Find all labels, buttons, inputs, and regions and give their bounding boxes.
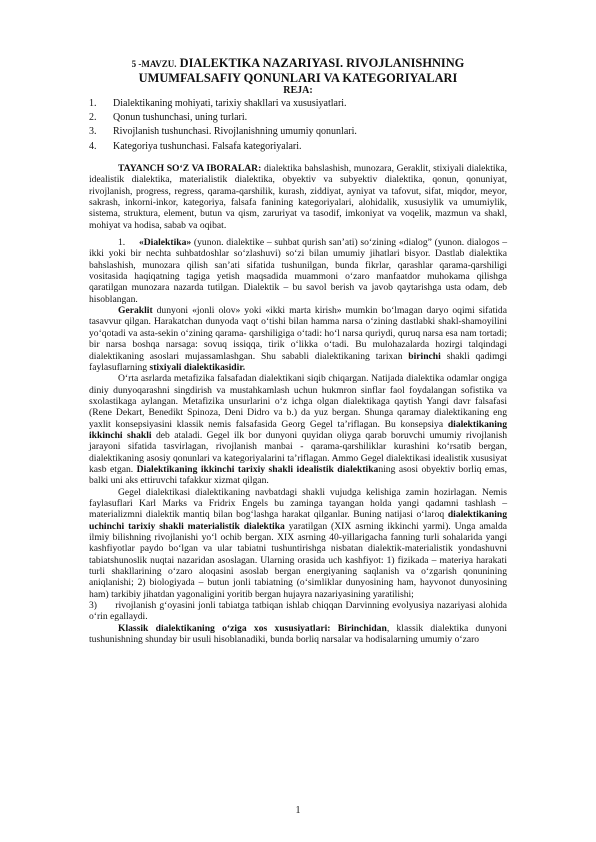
plan-item-number: 1. <box>89 98 97 109</box>
paragraph-number: 1. <box>118 237 126 249</box>
paragraph-5 <box>89 600 507 623</box>
paragraph-4-text: Gegel dialektikasi dialektikaning navbatdagi shakli vujudga kelishiga zamin hozirlagan. Nemis faylasuflari Karl Marks va Fridrix Engels bu zaminga tayangan holda yangi qadamni tashlash – materializmni dialektik mantiq bilan bog‘lashga harakat qilganlar. Buning natijasi o‘laroq <box>89 486 507 521</box>
term-dialektika: «Dialektika» <box>138 237 192 249</box>
plan-item-number: 2. <box>89 112 97 124</box>
term-geraklit: Geraklit <box>118 305 153 317</box>
bold-birinchi: birinchi <box>408 350 441 362</box>
plan-item-number: 4. <box>89 140 97 152</box>
bold-idealistik-dialektika: Dialektikaning ikkinchi tarixiy shakli idealistik dialektika <box>136 463 379 475</box>
paragraph-6-text: , klassik dialektika dunyoni tushunishning shunday bir usuli hisoblanadiki, bunda borliq narsalar va hodisalarning umumiy o‘zaro <box>89 622 507 646</box>
page-title <box>70 57 526 85</box>
bold-materialistik-dialektika: dialektikaning uchinchi tarixiy shakli materialistik dialektika <box>89 509 507 532</box>
plan-item-text: Kategoriya tushunchasi. Falsafa kategoriyalari. <box>113 140 302 152</box>
page-number: 1 <box>295 805 301 816</box>
body-text <box>89 163 507 645</box>
paragraph-3-text-2: deb ataladi. Gegel ilk bor dunyoni quyidan oliyga qarab boruvchi umumiy rivojlanish jarayoni sifatida tasvirlagan, rivojlanish manbai - qarama-qarshiliklar kurashini ko‘rsatib bergan, dialektikaning asosiy qonunlari va kategoriyalarini ta’riflagan. Ammo Gegel dialektikasi idealistik xususiyat kasb etgan. <box>89 429 508 475</box>
paragraph-number: 3) <box>89 600 97 612</box>
title-line-1: DIALEKTIKA NAZARIYASI. RIVOJLANISHNING <box>179 56 465 70</box>
plan-item-number: 3. <box>89 126 97 138</box>
bold-klassik-dialektika: Klassik dialektikaning o‘ziga xos xususiyatlari: Birinchidan <box>118 622 387 634</box>
title-line-2: UMUMFALSAFIY QONUNLARI VA KATEGORIYALARI <box>138 70 458 85</box>
paragraph-4-text-2: yaratilgan (XIX asrning ikkinchi yarmi). Unga amalda ilmiy bilishning rivojlanishi yo‘l ochib bergan. XIX asrning 40-yillarigacha fanning turli sohalarida yangi kashfiyotlar paydo bo‘lgan va ular tabiatni tushuntirishga nisbatan dialektik-materialistik yondashuvni tabiatshunoslik nuqtai nazaridan asoslagan. Ularning orasida uch kashfiyot: 1) fizikada – materiya harakati turli shakllarining o‘zaro aloqasini asoslab bergan energiyaning saqlanish va o‘zgarish qonunining aniqlanishi; 2) biologiyada – butun jonli tabiatning (o‘simliklar dunyosining ham, hayvonot dunyosining ham) tarkibiy jihatdan yagonaligini yoritib bergan hujayra nazariyasining yaratilishi; <box>89 520 507 600</box>
paragraph-3 <box>89 373 507 486</box>
plan-item <box>89 111 509 125</box>
paragraph-2-text: dunyoni «jonli olov» yoki «ikki marta kirish» mumkin bo‘lmagan daryo oqimi sifatida tasavvur qilgan. Harakatchan dunyoda vaqt o‘tishi bilan hamma narsa o‘zining dastlabki shakl-shamoyilini yo‘qotadi va asta-sekin o‘zining qarama- qarshiligiga o‘tadi: ho‘l narsa quriydi, quruq narsa esa nam tortadi; bir narsa boshqa narsaga: sovuq issiqqa, tirik o‘likka o‘tadi. Bu mulohazalarda hozirgi talqindagi dialektikaning asoslari mujassamlashgan. Shu sababli dialektikaning tarixan <box>89 305 507 362</box>
paragraph-2-text-2: shakli qadimgi faylasuflarning <box>89 350 507 373</box>
plan-item-text: Rivojlanish tushunchasi. Rivojlanishning umumiy qonunlari. <box>113 126 357 138</box>
title-prefix: 5 -MAVZU. <box>131 59 177 69</box>
plan-heading: REJA: <box>283 85 313 96</box>
plan-item-text: Qonun tushunchasi, uning turlari. <box>113 112 248 124</box>
paragraph-6 <box>89 623 507 646</box>
keywords-text: dialektika bahslashish, munozara, Geraklit, stixiyali dialektika, idealistik dialektika, materialistik dialektika, obyektiv va subyektiv dialektika, qonun, qonuniyat, rivojlanish, progress, regress, qarama-qarshilik, kurash, ziddiyat, ayniyat va tafovut, sifat, miqdor, meyor, sakrash, inkorni-inkor, kategoriya, falsafa fanining kategoriyalari, alohidalik, xususiylik va umumiylik, sistema, struktura, element, butun va qism, zaruriyat va tasodif, imkoniyat va voqelik, mazmun va shakl, mohiyat va hodisa, sabab va oqibat. <box>89 163 508 231</box>
bold-stixiyali-dialektika: stixiyali dialektikasidir. <box>149 361 246 373</box>
paragraph-3-text: O‘rta asrlarda metafizika falsafadan dialektikani siqib chiqargan. Natijada dialektika odamlar ongiga diniy dunyoqarashni singdirish va mustahkamlash uchun hukmron sinflar faol foydalangan sofistika va sxolastikaga aylangan. Metafizika unsurlarini o‘z ichga olgan dialektikaga qaytish Yangi davr falsafasi (Rene Dekart, Benedikt Spinoza, Deni Didro va b.) da yuz bergan. Shunga qaramay dialektikaning eng yaxlit konsepsiyasini klassik nemis falsafasida Georg Gegel ta’riflagan. Bu konsepsiya <box>89 373 507 430</box>
paragraph-1 <box>89 237 507 305</box>
paragraph-2 <box>89 305 507 373</box>
paragraph-5-text: rivojlanish g‘oyasini jonli tabiatga tatbiqan ishlab chiqqan Darvinning evolyusiya nazariyasi alohida o‘rin egallaydi. <box>89 600 507 623</box>
paragraph-1-text: (yunon. dialektike – suhbat qurish san’ati) so‘zining «dialog” (yunon. dialogos – ikki yoki bir nechta suhbatdoshlar so‘zlashuvi) so‘zi bilan umumiy jihatlari bisyor. Dastlab dialektika bahslashish, munozara qilish san’ati sifatida tushunilgan, bunda fikrlar, qarashlar qarama-qarshiligi vositasida haqiqatning tagiga yetish maqsadida muammoni o‘zaro manfaatdor muhokama qilishga qaratilgan munozara nazarda tutilgan. Dialektik – bu savol berish va javob qaytarishga usta odam, deb hisoblangan. <box>89 237 507 305</box>
plan-item-text: Dialektikaning mohiyati, tarixiy shakllari va xususiyatlari. <box>113 98 347 109</box>
bold-ikkinchi-shakl: dialektikaning ikkinchi shakli <box>89 418 507 441</box>
keywords-label: TAYANCH SO‘Z VA IBORALAR: <box>118 163 262 174</box>
plan-list <box>89 97 509 154</box>
plan-item <box>89 140 509 154</box>
plan-item <box>89 97 509 111</box>
paragraph-3-text-3: ning asosi obyektiv borliq emas, balki uni aks ettiruvchi tafakkur xizmat qilgan. <box>89 463 507 487</box>
paragraph-4 <box>89 487 507 600</box>
keywords-paragraph <box>89 163 507 231</box>
plan-item <box>89 125 509 139</box>
